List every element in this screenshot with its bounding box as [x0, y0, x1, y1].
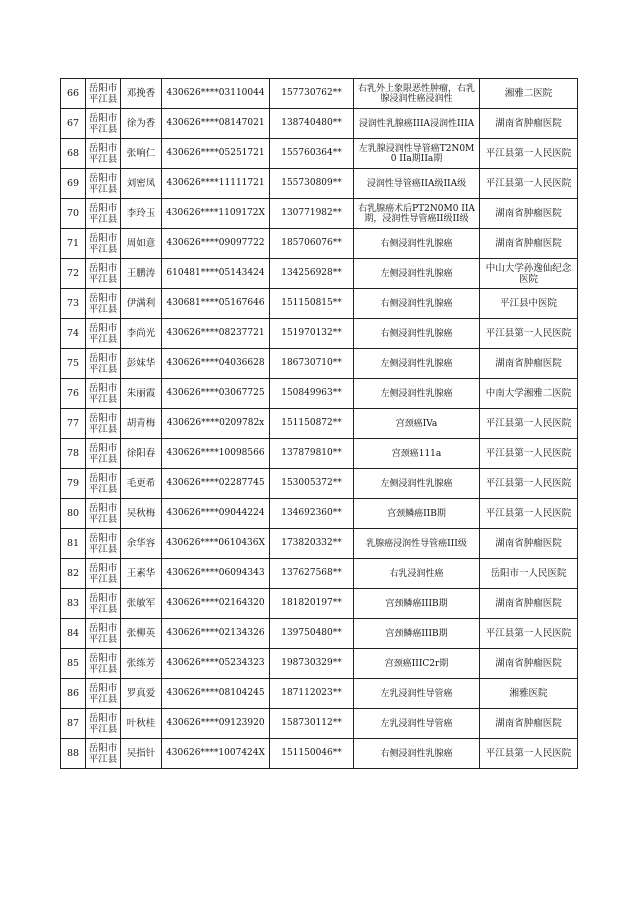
- row-number-cell: 71: [61, 229, 86, 259]
- row-number-cell: 79: [61, 469, 86, 499]
- table-row: [61, 319, 578, 349]
- region-cell: 岳阳市平江县: [86, 229, 121, 259]
- region-cell: 岳阳市平江县: [86, 199, 121, 229]
- phone-cell: 158730112**: [270, 709, 354, 739]
- diagnosis-cell: 右侧浸润性乳腺癌: [354, 739, 480, 769]
- phone-cell: 198730329**: [270, 649, 354, 679]
- row-number-cell: 88: [61, 739, 86, 769]
- row-number-cell: 69: [61, 169, 86, 199]
- patient-name-cell: 李玲玉: [121, 199, 162, 229]
- phone-cell: 137627568**: [270, 559, 354, 589]
- id-number-cell: 430626****09044224: [162, 499, 270, 529]
- diagnosis-cell: 右侧浸润性乳腺癌: [354, 319, 480, 349]
- diagnosis-cell: 宫颈鳞癌IIIB期: [354, 589, 480, 619]
- diagnosis-cell: 左乳腺浸润性导管癌T2N0M0 IIa期IIa期: [354, 139, 480, 169]
- id-number-cell: 430626****1007424X: [162, 739, 270, 769]
- diagnosis-cell: 浸润性乳腺癌IIIA浸润性IIIA: [354, 109, 480, 139]
- diagnosis-cell: 右侧浸润性乳腺癌: [354, 229, 480, 259]
- region-cell: 岳阳市平江县: [86, 139, 121, 169]
- region-cell: 岳阳市平江县: [86, 289, 121, 319]
- id-number-cell: 430626****04036628: [162, 349, 270, 379]
- id-number-cell: 430626****08237721: [162, 319, 270, 349]
- region-cell: 岳阳市平江县: [86, 379, 121, 409]
- id-number-cell: 430626****08147021: [162, 109, 270, 139]
- hospital-cell: 湖南省肿瘤医院: [480, 709, 578, 739]
- id-number-cell: 430626****06094343: [162, 559, 270, 589]
- hospital-cell: 平江县第一人民医院: [480, 739, 578, 769]
- row-number-cell: 85: [61, 649, 86, 679]
- region-cell: 岳阳市平江县: [86, 739, 121, 769]
- row-number-cell: 70: [61, 199, 86, 229]
- id-number-cell: 430626****03110044: [162, 79, 270, 109]
- diagnosis-cell: 左乳浸润性导管癌: [354, 709, 480, 739]
- table-row: [61, 619, 578, 649]
- id-number-cell: 430681****05167646: [162, 289, 270, 319]
- row-number-cell: 73: [61, 289, 86, 319]
- phone-cell: 151150872**: [270, 409, 354, 439]
- patient-name-cell: 吴指针: [121, 739, 162, 769]
- id-number-cell: 430626****05251721: [162, 139, 270, 169]
- diagnosis-cell: 左侧浸润性乳腺癌: [354, 469, 480, 499]
- row-number-cell: 67: [61, 109, 86, 139]
- diagnosis-cell: 左侧浸润性乳腺癌: [354, 259, 480, 289]
- hospital-cell: 平江县第一人民医院: [480, 169, 578, 199]
- region-cell: 岳阳市平江县: [86, 469, 121, 499]
- patient-name-cell: 周如意: [121, 229, 162, 259]
- table-row: [61, 499, 578, 529]
- phone-cell: 186730710**: [270, 349, 354, 379]
- patient-name-cell: 彭妹华: [121, 349, 162, 379]
- patient-name-cell: 徐为香: [121, 109, 162, 139]
- table-row: [61, 349, 578, 379]
- table-body: [61, 79, 578, 769]
- phone-cell: 138740480**: [270, 109, 354, 139]
- patient-name-cell: 罗真爱: [121, 679, 162, 709]
- row-number-cell: 66: [61, 79, 86, 109]
- row-number-cell: 75: [61, 349, 86, 379]
- patient-name-cell: 毛更希: [121, 469, 162, 499]
- row-number-cell: 83: [61, 589, 86, 619]
- diagnosis-cell: 宫颈癌IIIC2r期: [354, 649, 480, 679]
- region-cell: 岳阳市平江县: [86, 109, 121, 139]
- id-number-cell: 430626****11111721: [162, 169, 270, 199]
- patient-name-cell: 王素华: [121, 559, 162, 589]
- hospital-cell: 湖南省肿瘤医院: [480, 229, 578, 259]
- region-cell: 岳阳市平江县: [86, 709, 121, 739]
- row-number-cell: 82: [61, 559, 86, 589]
- id-number-cell: 610481****05143424: [162, 259, 270, 289]
- region-cell: 岳阳市平江县: [86, 559, 121, 589]
- phone-cell: 181820197**: [270, 589, 354, 619]
- diagnosis-cell: 宫颈鳞癌IIB期: [354, 499, 480, 529]
- patient-name-cell: 叶秋桂: [121, 709, 162, 739]
- phone-cell: 153005372**: [270, 469, 354, 499]
- hospital-cell: 平江县第一人民医院: [480, 619, 578, 649]
- phone-cell: 137879810**: [270, 439, 354, 469]
- id-number-cell: 430626****05234323: [162, 649, 270, 679]
- table-row: [61, 139, 578, 169]
- table-row: [61, 709, 578, 739]
- phone-cell: 151150046**: [270, 739, 354, 769]
- hospital-cell: 平江县第一人民医院: [480, 139, 578, 169]
- diagnosis-cell: 宫颈癌111a: [354, 439, 480, 469]
- id-number-cell: 430626****0610436X: [162, 529, 270, 559]
- hospital-cell: 湘雅二医院: [480, 79, 578, 109]
- hospital-cell: 平江县第一人民医院: [480, 319, 578, 349]
- id-number-cell: 430626****1109172X: [162, 199, 270, 229]
- patient-name-cell: 徐阳春: [121, 439, 162, 469]
- table-row: [61, 289, 578, 319]
- phone-cell: 187112023**: [270, 679, 354, 709]
- diagnosis-cell: 浸润性导管癌IIA级IIA级: [354, 169, 480, 199]
- row-number-cell: 72: [61, 259, 86, 289]
- table-row: [61, 229, 578, 259]
- diagnosis-cell: 右侧浸润性乳腺癌: [354, 289, 480, 319]
- patient-name-cell: 张练芳: [121, 649, 162, 679]
- patient-name-cell: 李尚光: [121, 319, 162, 349]
- table-row: [61, 169, 578, 199]
- table-row: [61, 199, 578, 229]
- table-row: [61, 739, 578, 769]
- hospital-cell: 平江县第一人民医院: [480, 439, 578, 469]
- hospital-cell: 湖南省肿瘤医院: [480, 589, 578, 619]
- phone-cell: 173820332**: [270, 529, 354, 559]
- region-cell: 岳阳市平江县: [86, 439, 121, 469]
- hospital-cell: 岳阳市一人民医院: [480, 559, 578, 589]
- diagnosis-cell: 左侧浸润性乳腺癌: [354, 379, 480, 409]
- hospital-cell: 湘雅医院: [480, 679, 578, 709]
- patient-name-cell: 胡青梅: [121, 409, 162, 439]
- region-cell: 岳阳市平江县: [86, 649, 121, 679]
- table-row: [61, 649, 578, 679]
- hospital-cell: 平江县中医院: [480, 289, 578, 319]
- row-number-cell: 77: [61, 409, 86, 439]
- hospital-cell: 平江县第一人民医院: [480, 409, 578, 439]
- table-row: [61, 409, 578, 439]
- hospital-cell: 中山大学孙逸仙纪念医院: [480, 259, 578, 289]
- region-cell: 岳阳市平江县: [86, 499, 121, 529]
- patient-name-cell: 吴秋梅: [121, 499, 162, 529]
- table-row: [61, 79, 578, 109]
- diagnosis-cell: 右乳腺癌术后PT2N0M0 IIA期，浸润性导管癌II级II级: [354, 199, 480, 229]
- phone-cell: 134256928**: [270, 259, 354, 289]
- row-number-cell: 80: [61, 499, 86, 529]
- patient-name-cell: 王鹏涛: [121, 259, 162, 289]
- row-number-cell: 76: [61, 379, 86, 409]
- diagnosis-cell: 右乳浸润性癌: [354, 559, 480, 589]
- patient-name-cell: 邓挽香: [121, 79, 162, 109]
- region-cell: 岳阳市平江县: [86, 589, 121, 619]
- row-number-cell: 68: [61, 139, 86, 169]
- phone-cell: 157730762**: [270, 79, 354, 109]
- row-number-cell: 86: [61, 679, 86, 709]
- table-row: [61, 559, 578, 589]
- phone-cell: 139750480**: [270, 619, 354, 649]
- table-row: [61, 679, 578, 709]
- id-number-cell: 430626****0209782x: [162, 409, 270, 439]
- id-number-cell: 430626****09097722: [162, 229, 270, 259]
- id-number-cell: 430626****02134326: [162, 619, 270, 649]
- region-cell: 岳阳市平江县: [86, 319, 121, 349]
- phone-cell: 151970132**: [270, 319, 354, 349]
- phone-cell: 151150815**: [270, 289, 354, 319]
- patient-name-cell: 余华容: [121, 529, 162, 559]
- region-cell: 岳阳市平江县: [86, 259, 121, 289]
- region-cell: 岳阳市平江县: [86, 619, 121, 649]
- hospital-cell: 湖南省肿瘤医院: [480, 649, 578, 679]
- table-row: [61, 379, 578, 409]
- table-row: [61, 109, 578, 139]
- row-number-cell: 78: [61, 439, 86, 469]
- patient-table: [60, 78, 578, 769]
- hospital-cell: 湖南省肿瘤医院: [480, 109, 578, 139]
- table-row: [61, 589, 578, 619]
- row-number-cell: 81: [61, 529, 86, 559]
- phone-cell: 150849963**: [270, 379, 354, 409]
- region-cell: 岳阳市平江县: [86, 79, 121, 109]
- hospital-cell: 中南大学湘雅二医院: [480, 379, 578, 409]
- table-row: [61, 529, 578, 559]
- diagnosis-cell: 左侧浸润性乳腺癌: [354, 349, 480, 379]
- row-number-cell: 74: [61, 319, 86, 349]
- diagnosis-cell: 乳腺癌浸润性导管癌III级: [354, 529, 480, 559]
- patient-name-cell: 张敏军: [121, 589, 162, 619]
- phone-cell: 134692360**: [270, 499, 354, 529]
- patient-name-cell: 刘密凤: [121, 169, 162, 199]
- hospital-cell: 湖南省肿瘤医院: [480, 349, 578, 379]
- diagnosis-cell: 宫颈癌IVa: [354, 409, 480, 439]
- hospital-cell: 平江县第一人民医院: [480, 499, 578, 529]
- phone-cell: 155730809**: [270, 169, 354, 199]
- table-row: [61, 439, 578, 469]
- diagnosis-cell: 左乳浸润性导管癌: [354, 679, 480, 709]
- id-number-cell: 430626****09123920: [162, 709, 270, 739]
- table-row: [61, 259, 578, 289]
- phone-cell: 130771982**: [270, 199, 354, 229]
- id-number-cell: 430626****02164320: [162, 589, 270, 619]
- hospital-cell: 湖南省肿瘤医院: [480, 199, 578, 229]
- diagnosis-cell: 宫颈鳞癌IIIB期: [354, 619, 480, 649]
- hospital-cell: 平江县第一人民医院: [480, 469, 578, 499]
- hospital-cell: 湖南省肿瘤医院: [480, 529, 578, 559]
- id-number-cell: 430626****08104245: [162, 679, 270, 709]
- row-number-cell: 84: [61, 619, 86, 649]
- patient-name-cell: 张柳英: [121, 619, 162, 649]
- phone-cell: 155760364**: [270, 139, 354, 169]
- region-cell: 岳阳市平江县: [86, 679, 121, 709]
- patient-name-cell: 张响仁: [121, 139, 162, 169]
- patient-name-cell: 朱丽霞: [121, 379, 162, 409]
- region-cell: 岳阳市平江县: [86, 409, 121, 439]
- region-cell: 岳阳市平江县: [86, 349, 121, 379]
- phone-cell: 185706076**: [270, 229, 354, 259]
- table-row: [61, 469, 578, 499]
- id-number-cell: 430626****02287745: [162, 469, 270, 499]
- region-cell: 岳阳市平江县: [86, 169, 121, 199]
- id-number-cell: 430626****10098566: [162, 439, 270, 469]
- region-cell: 岳阳市平江县: [86, 529, 121, 559]
- diagnosis-cell: 右乳外上象限恶性肿瘤，右乳腺浸润性癌浸润性: [354, 79, 480, 109]
- id-number-cell: 430626****03067725: [162, 379, 270, 409]
- row-number-cell: 87: [61, 709, 86, 739]
- patient-name-cell: 伊满利: [121, 289, 162, 319]
